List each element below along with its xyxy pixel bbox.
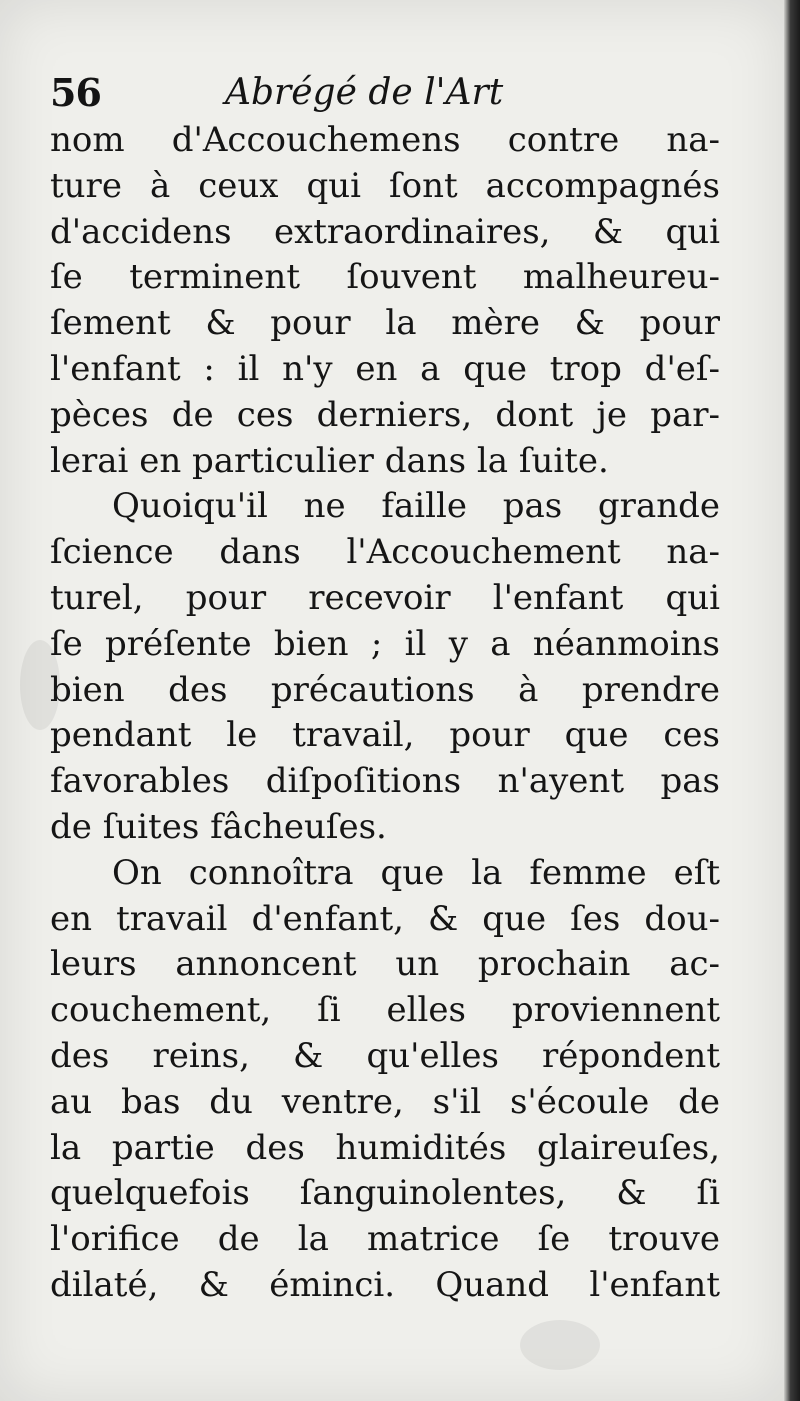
text-line: leurs annoncent un prochain ac- <box>50 944 720 985</box>
text-line: ſement & pour la mère & pour <box>50 303 720 344</box>
text-line: quelquefois ſanguinolentes, & ſi <box>50 1173 720 1214</box>
text-line: lerai en particulier dans la ſuite. <box>50 440 609 481</box>
text-line: l'enfant : il n'y en a que trop d'eſ- <box>50 348 720 389</box>
page-header <box>50 70 720 120</box>
text-line: pèces de ces derniers, dont je par- <box>50 394 720 435</box>
paper-stain <box>520 1320 600 1370</box>
text-line: Quoiqu'il ne faille pas grande <box>112 486 720 527</box>
page-edge-shadow <box>784 0 800 1401</box>
text-line: au bas du ventre, s'il s'écoule de <box>50 1081 720 1122</box>
paragraph <box>50 118 720 484</box>
text-line: en travail d'enfant, & que ſes dou- <box>50 898 720 939</box>
text-line: ſe terminent ſouvent malheureu- <box>50 257 720 298</box>
text-line: pendant le travail, pour que ces <box>50 715 720 756</box>
text-line: nom d'Accouchemens contre na- <box>50 120 720 160</box>
page-number: 56 <box>50 70 101 115</box>
text-line: d'accidens extraordinaires, & qui <box>50 211 720 252</box>
text-line: bien des précautions à prendre <box>50 669 720 710</box>
text-line: ture à ceux qui ſont accompagnés <box>50 165 720 206</box>
text-line: turel, pour recevoir l'enfant qui <box>50 577 720 618</box>
text-line: dilaté, & éminci. Quand l'enfant <box>50 1264 720 1305</box>
text-line: ſe préſente bien ; il y a néanmoins <box>50 623 720 664</box>
text-line: l'orifice de la matrice ſe trouve <box>50 1219 720 1260</box>
running-head: Abrégé de l'Art <box>225 72 504 113</box>
text-line: ſcience dans l'Accouchement na- <box>50 532 720 573</box>
paragraph <box>50 851 720 1309</box>
paragraph <box>50 484 720 850</box>
text-line: couchement, ſi elles proviennent <box>50 990 720 1031</box>
text-line: On connoîtra que la femme eſt <box>112 852 720 893</box>
text-line: la partie des humidités glaireuſes, <box>50 1127 720 1168</box>
body-text <box>50 118 720 1309</box>
text-line: des reins, & qu'elles répondent <box>50 1035 720 1076</box>
text-line: favorables diſpoſitions n'ayent pas <box>50 761 720 802</box>
text-line: de ſuites fâcheuſes. <box>50 806 387 847</box>
